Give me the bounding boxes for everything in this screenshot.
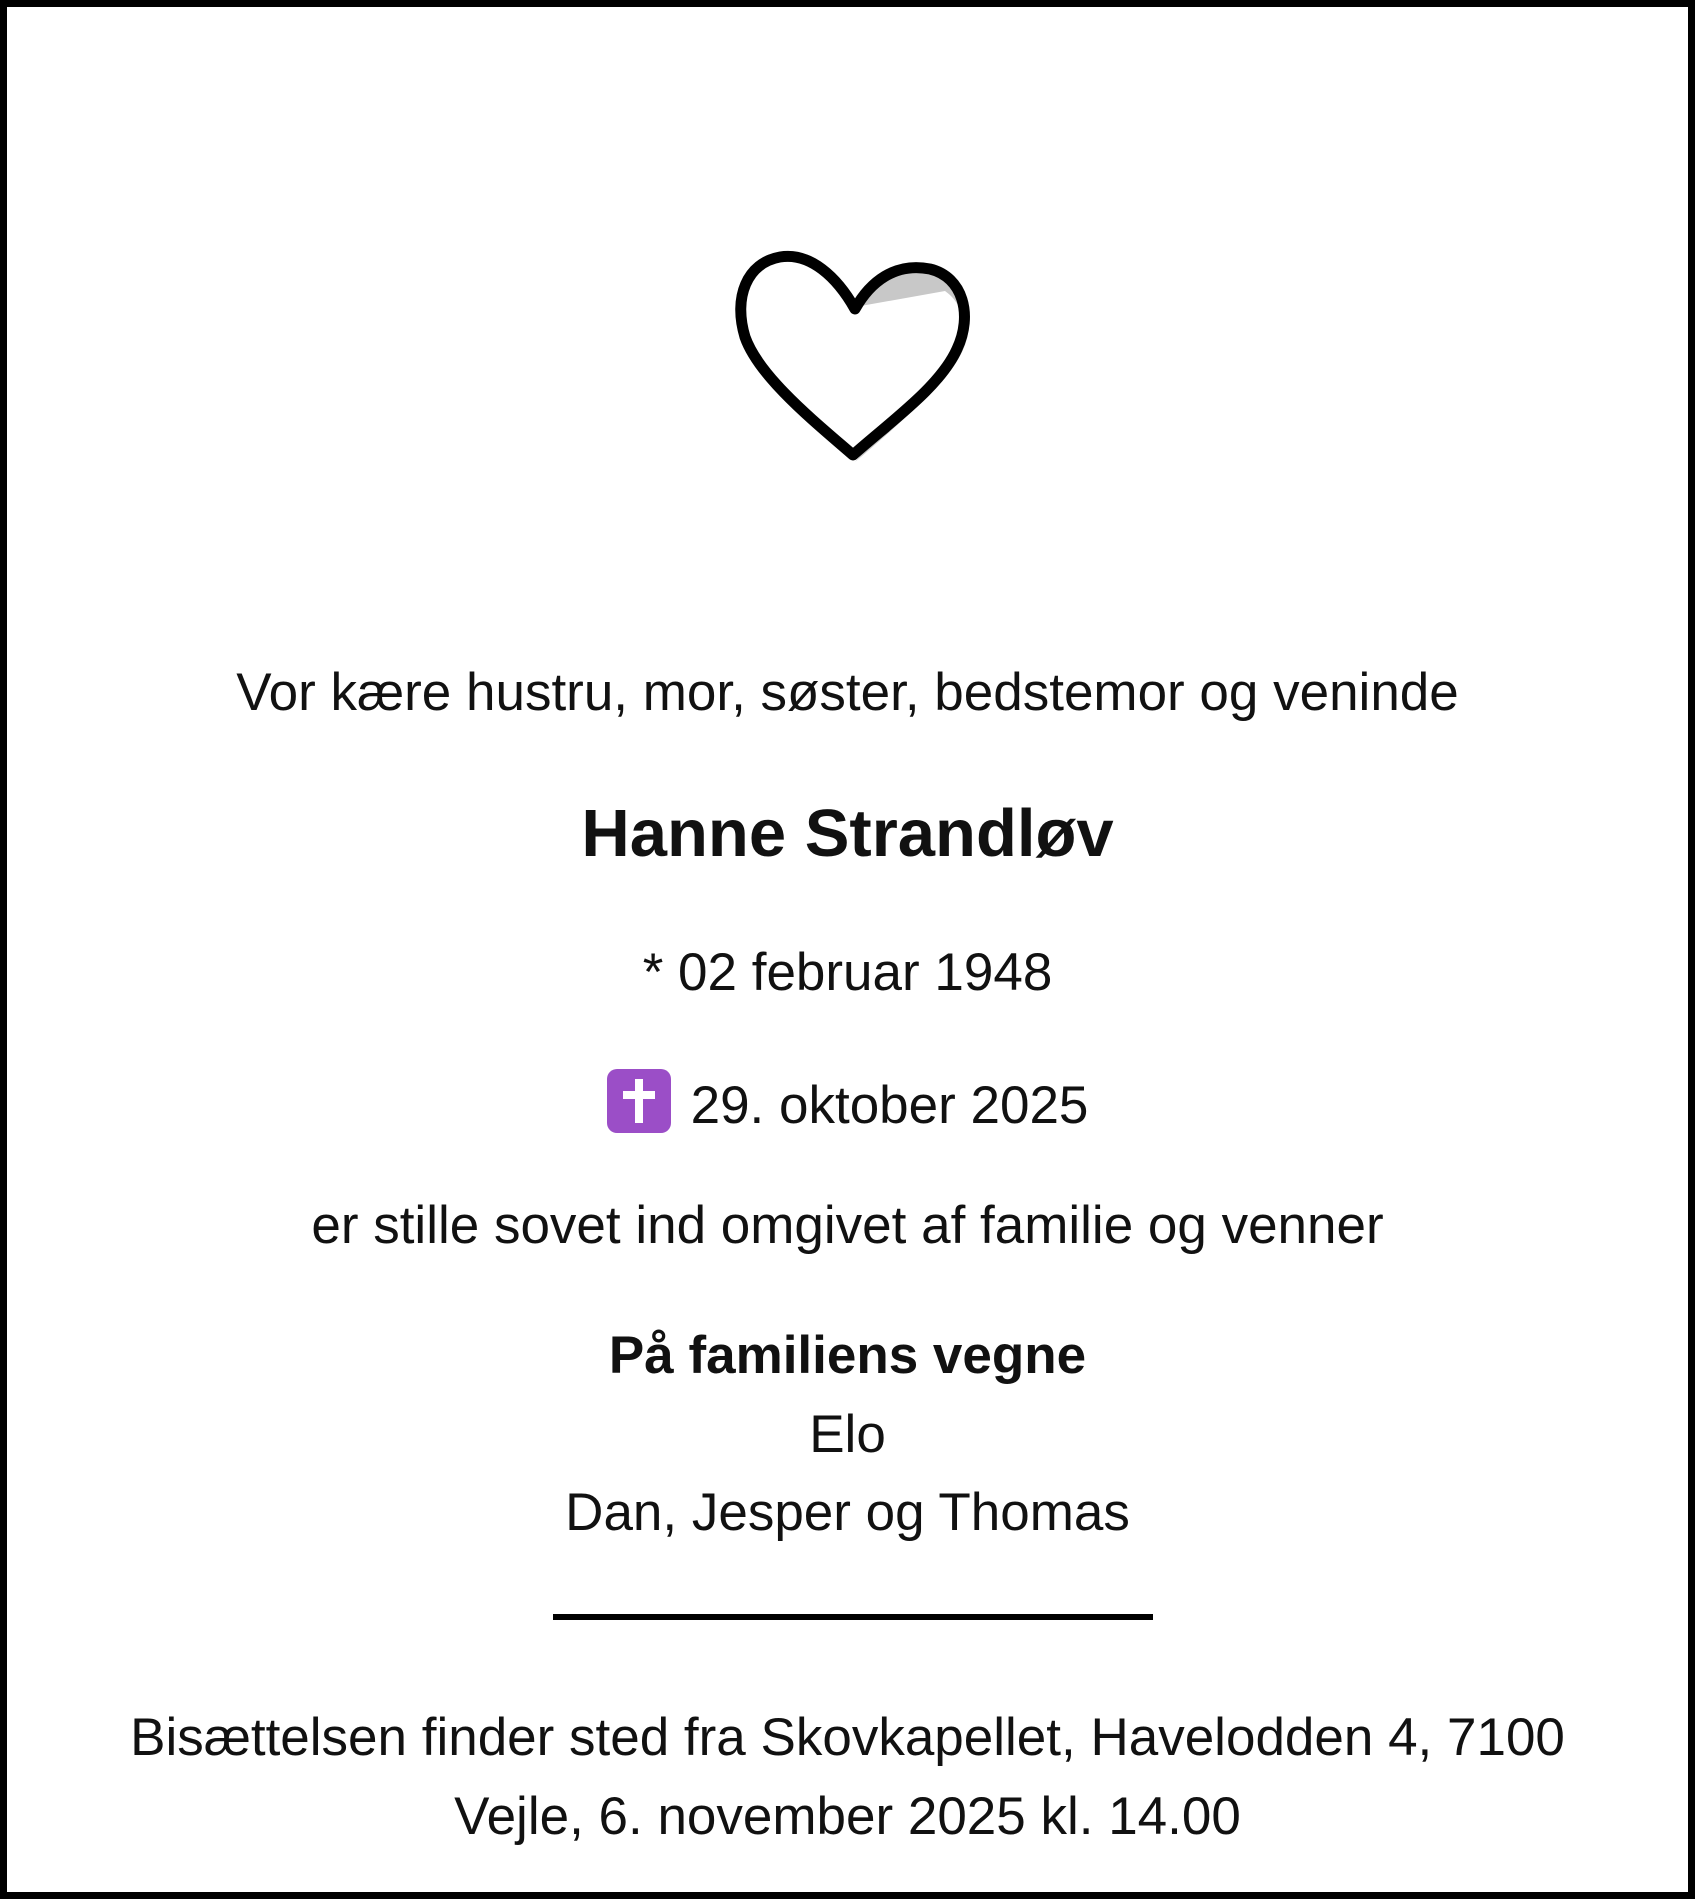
- funeral-info-line: Bisættelsen finder sted fra Skovkapellet, Havelodden 4, 7100: [130, 1708, 1565, 1767]
- divider: [553, 1614, 1153, 1620]
- signer-line: Dan, Jesper og Thomas: [565, 1483, 1130, 1542]
- death-date-row: [7, 1069, 1688, 1136]
- funeral-info-line: Vejle, 6. november 2025 kl. 14.00: [454, 1787, 1241, 1846]
- intro-text: Vor kære hustru, mor, søster, bedstemor og veninde: [236, 663, 1459, 722]
- death-date: 29. oktober 2025: [690, 1076, 1089, 1135]
- birth-date: * 02 februar 1948: [642, 943, 1053, 1002]
- passing-text: er stille sovet ind omgivet af familie og venner: [311, 1196, 1384, 1255]
- cross-icon: [607, 1069, 671, 1133]
- deceased-name: Hanne Strandløv: [581, 796, 1114, 871]
- behalf-heading: På familiens vegne: [608, 1326, 1087, 1385]
- heart-icon: [725, 227, 985, 467]
- signer-line: Elo: [809, 1405, 886, 1464]
